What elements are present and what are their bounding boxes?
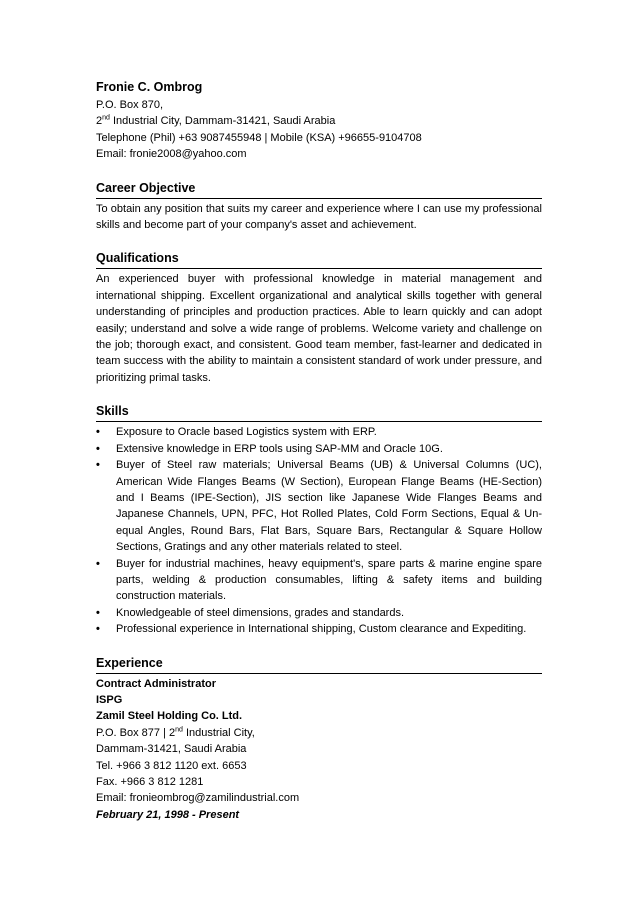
email-line: Email: fronie2008@yahoo.com [96, 148, 247, 161]
company-address-prefix: P.O. Box 877 | 2 [96, 726, 176, 739]
company-address-ordinal-suffix: nd [175, 726, 183, 734]
section-title-career-objective: Career Objective [96, 180, 196, 195]
address-line-2 [96, 113, 542, 129]
section-title-experience: Experience [96, 655, 163, 670]
section-divider [96, 673, 542, 674]
company-fax: Fax. +966 3 812 1281 [96, 776, 204, 788]
section-divider [96, 421, 542, 422]
address-line-1: P.O. Box 870, [96, 99, 164, 111]
skill-text: Extensive knowledge in ERP tools using SAP-MM and Oracle 10G. [116, 442, 443, 455]
list-item [96, 556, 542, 605]
bullet-icon: • [96, 442, 100, 455]
job-position: Contract Administrator [96, 677, 216, 690]
applicant-name: Fronie C. Ombrog [96, 80, 203, 94]
section-title-qualifications: Qualifications [96, 251, 179, 266]
telephone-line: Telephone (Phil) +63 9087455948 | Mobile (KSA) +96655-9104708 [96, 131, 422, 144]
career-objective-section [96, 180, 542, 234]
employment-dates: February 21, 1998 - Present [96, 808, 240, 821]
company-name: Zamil Steel Holding Co. Ltd. [96, 710, 243, 723]
list-item [96, 424, 542, 440]
contact-block [96, 78, 542, 163]
skills-list [96, 424, 542, 637]
skill-text: Professional experience in International shipping, Custom clearance and Expediting. [116, 623, 527, 636]
list-item [96, 457, 542, 555]
list-item [96, 605, 542, 621]
list-item [96, 621, 542, 637]
bullet-icon: • [96, 426, 100, 439]
company-email: Email: fronieombrog@zamilindustrial.com [96, 792, 300, 805]
bullet-icon: • [96, 606, 100, 619]
company-address-rest: Industrial City, [182, 726, 255, 739]
qualifications-text: An experienced buyer with professional knowledge in material management and international shipping. Excellent organizational and analytical skills together with general understanding of principles and production practices. Able to learn quickly and can adopt easily; understand and solve a wide range of problems. Welcome variety and challenge on the job; thorough exact, and consistent. Good team member, fast-learner and dedicated in team success with the ability to maintain a consistent standard of work under pressure, and prioritizing primal tasks. [96, 273, 542, 384]
bullet-icon: • [96, 623, 100, 636]
skills-section [96, 403, 542, 637]
address-number: 2 [96, 115, 103, 128]
company-telephone: Tel. +966 3 812 1120 ext. 6653 [96, 759, 247, 772]
list-item [96, 441, 542, 457]
skill-text: Knowledgeable of steel dimensions, grades and standards. [116, 606, 405, 619]
address-ordinal-suffix: nd [102, 114, 110, 122]
qualifications-section [96, 250, 542, 386]
section-divider [96, 268, 542, 269]
address-rest: Industrial City, Dammam-31421, Saudi Arabia [109, 115, 336, 128]
experience-section [96, 655, 542, 824]
skill-text: Buyer for industrial machines, heavy equipment's, spare parts & marine engine spare parts, welding & production consumables, lifting & safety items and building construction materials. [116, 557, 542, 603]
section-divider [96, 198, 542, 199]
bullet-icon: • [96, 459, 100, 472]
company-address-line-2: Dammam-31421, Saudi Arabia [96, 743, 247, 756]
career-objective-text: To obtain any position that suits my career and experience where I can use my professional skills and become part of your company's asset and achievement. [96, 202, 542, 232]
job-unit: ISPG [96, 693, 123, 706]
bullet-icon: • [96, 557, 100, 570]
section-title-skills: Skills [96, 404, 129, 419]
company-address-line-1 [96, 725, 542, 741]
skill-text: Exposure to Oracle based Logistics system with ERP. [116, 426, 377, 439]
resume-page [96, 78, 542, 823]
skill-text: Buyer of Steel raw materials; Universal Beams (UB) & Universal Columns (UC), American Wide Flanges Beams (W Section), European Flange Beams (HE-Section) and I Beams (IPE-Section), JIS section like Japanese Wide Flanges Beams and Japanese Channels, UPN, PFC, Hot Rolled Plates, Cold Form Sections, Equal & Un-equal Angles, Round Bars, Flat Bars, Square Bars, Rectangular & Square Hollow Sections, Gratings and any other materials related to steel. [116, 459, 542, 554]
